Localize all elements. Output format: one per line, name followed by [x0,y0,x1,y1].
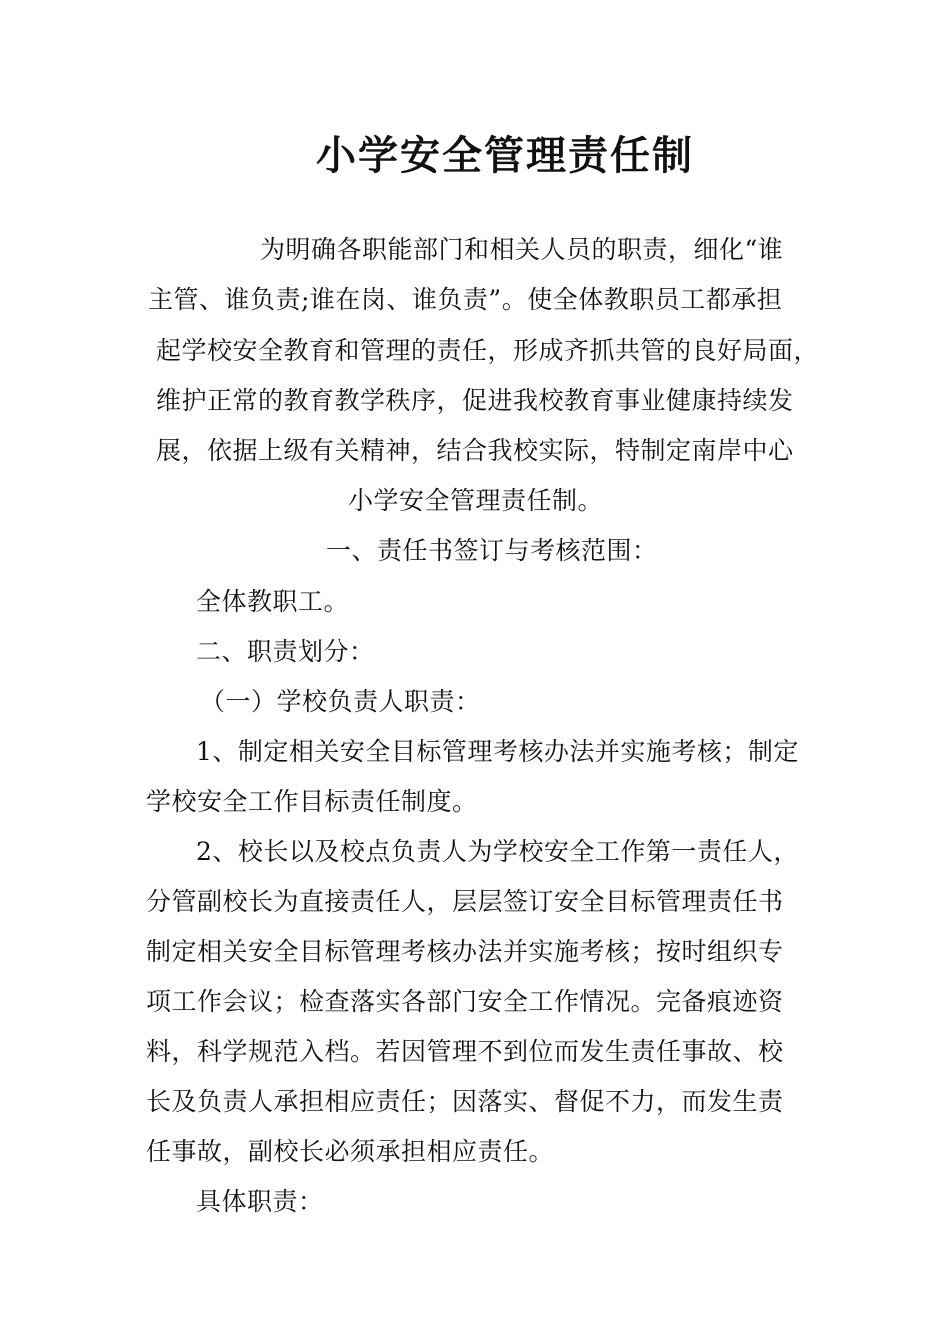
document-title: 小学安全管理责任制 [316,132,694,179]
item-2-line-3: 制定相关安全目标管理考核办法并实施考核；按时组织专 [146,937,784,966]
item-2-line-2: 分管副校长为直接责任人，层层签订安全目标管理责任书 [146,887,784,916]
intro-line-2: 主管、谁负责;谁在岗、谁负责”。使全体教职员工都承担 [148,285,783,314]
section-1-body: 全体教职工。 [196,587,350,616]
subsection-1-heading: （一）学校负责人职责： [200,687,481,716]
item-2-line-1: 2、校长以及校点负责人为学校安全工作第一责任人， [196,837,799,866]
item-1-line-2: 学校安全工作目标责任制度。 [146,787,478,816]
intro-line-1: 为明确各职能部门和相关人员的职责，细化“谁 [260,235,784,264]
item-2-line-7: 任事故，副校长必须承担相应责任。 [146,1137,555,1166]
specific-duties-heading: 具体职责： [196,1187,324,1216]
item-2-line-4: 项工作会议；检查落实各部门安全工作情况。完备痕迹资 [146,987,784,1016]
item-1-line-1: 1、制定相关安全目标管理考核办法并实施考核；制定 [196,737,799,766]
section-1-heading: 一、责任书签订与考核范围： [326,536,658,565]
section-2-heading: 二、职责划分： [196,637,375,666]
intro-line-6: 小学安全管理责任制。 [348,486,604,515]
intro-line-3: 起学校安全教育和管理的责任，形成齐抓共管的良好局面， [156,336,820,365]
intro-line-4: 维护正常的教育教学秩序，促进我校教育事业健康持续发 [156,386,794,415]
item-2-line-5: 料，科学规范入档。若因管理不到位而发生责任事故、校 [146,1037,784,1066]
intro-line-5: 展，依据上级有关精神，结合我校实际，特制定南岸中心 [156,436,794,465]
item-2-line-6: 长及负责人承担相应责任；因落实、督促不力，而发生责 [146,1087,784,1116]
